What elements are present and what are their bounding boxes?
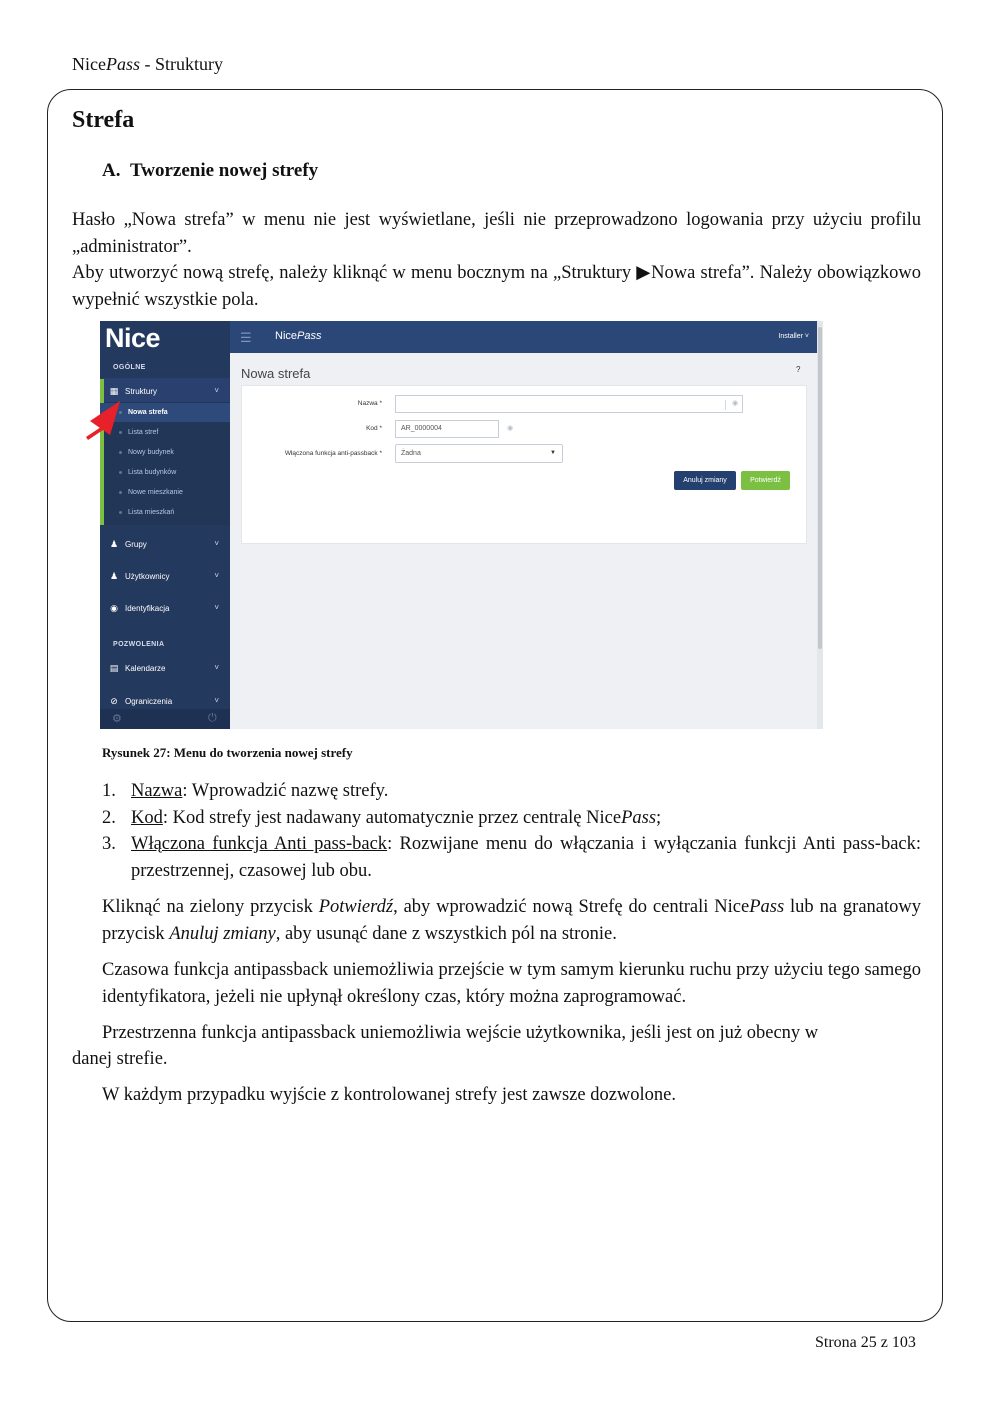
submenu-item-nowy-budynek[interactable]: [100, 443, 230, 462]
antipassback-select[interactable]: [395, 444, 563, 463]
time-antipassback-paragraph: Czasowa funkcja antipassback uniemożliwia przejście w tym samym kierunku ruchu przy użyciu tego samego identyfikatora, jeżeli nie upłynął określony czas, który można zaprogramować.: [102, 960, 921, 1007]
power-icon[interactable]: ⏻: [208, 712, 217, 724]
item-number: 1.: [102, 781, 116, 801]
brand-prefix: Nice: [275, 330, 298, 342]
field-divider: [725, 400, 726, 410]
user-menu[interactable]: Installer ˅: [778, 333, 809, 340]
item-number: 2.: [102, 807, 116, 828]
chevron-down-icon: ˅: [214, 571, 219, 580]
intro-paragraph-2: Aby utworzyć nową strefę, należy kliknąć w menu bocznym na „Struktury ▶Nowa strefa”. Należy obowiązkowo wypełnić wszystkie pola.: [72, 263, 921, 310]
page-number: Strona 25 z 103: [815, 1334, 916, 1351]
space-antipassback-line-2: danej strefie.: [72, 1049, 168, 1069]
submenu-label: Lista mieszkań: [128, 509, 175, 516]
scrollbar-thumb[interactable]: [818, 327, 822, 649]
page-title: Nowa strefa: [241, 366, 311, 381]
running-header: [72, 54, 223, 75]
submenu-item-lista-mieszkan[interactable]: [100, 503, 230, 522]
item-text: : Rozwijane menu do włączania i wyłączania funkcji Anti pass-back: przestrzennej, czasowej lub obu.: [131, 834, 922, 881]
sidebar-item-label: Identyfikacja: [125, 603, 170, 613]
app-screenshot: [100, 321, 823, 729]
space-antipassback-line-1: Przestrzenna funkcja antipassback uniemożliwia wejście użytkownika, jeśli jest on już obecny w: [102, 1023, 819, 1043]
nice-logo: Nice: [105, 323, 161, 353]
text-run-italic: Anuluj zmiany: [169, 923, 276, 944]
header-suffix: - Struktury: [140, 54, 223, 74]
eye-icon[interactable]: ◉: [507, 425, 514, 432]
chevron-down-icon: ˅: [214, 539, 219, 548]
subsection-heading: A. Tworzenie nowej strefy: [102, 160, 319, 181]
list-item: [102, 778, 921, 805]
chevron-down-icon: ˅: [214, 603, 219, 612]
code-label: Kod *: [366, 425, 382, 432]
item-italic: Pass: [621, 807, 657, 828]
submenu-label: Lista budynków: [128, 469, 177, 476]
sidebar-item-label: Struktury: [125, 386, 158, 396]
app-brand: [275, 330, 321, 342]
submenu-label: Nowe mieszkanie: [128, 489, 183, 496]
gear-icon[interactable]: ⚙: [112, 713, 122, 725]
text-run-italic: Pass: [749, 897, 785, 917]
submenu-item-nowe-mieszkanie[interactable]: [100, 483, 230, 502]
text-run: Kliknąć na zielony przycisk: [102, 897, 319, 917]
intro-paragraph-1: Hasło „Nowa strefa” w menu nie jest wyświetlane, jeśli nie przeprowadzono logowania przy użyciu profilu „administrator”.: [72, 210, 921, 257]
list-item: [102, 805, 921, 832]
bullet-icon: [119, 511, 122, 514]
chevron-down-icon: ˅: [214, 696, 219, 705]
sidebar-item-uzytkownicy[interactable]: [100, 563, 230, 589]
confirm-button[interactable]: Potwierdź: [741, 471, 790, 490]
id-badge-icon: ◉: [110, 603, 118, 613]
header-prefix: Nice: [72, 54, 106, 74]
sidebar-footer: [100, 709, 230, 729]
sidebar-item-grupy[interactable]: [100, 531, 230, 557]
antipassback-value: Żadna: [401, 450, 421, 457]
item-number: 3.: [102, 834, 116, 854]
name-field[interactable]: [395, 395, 743, 413]
section-heading: Strefa: [72, 107, 135, 133]
submenu-label: Lista stref: [128, 429, 159, 436]
eye-icon[interactable]: ◉: [732, 400, 739, 407]
grid-icon: ▦: [109, 386, 119, 396]
text-run: , aby wprowadzić nową Strefę do centrali Nice: [393, 897, 750, 917]
users-group-icon: ♟: [109, 539, 119, 549]
red-arrow-icon: [84, 401, 122, 441]
hamburger-menu-icon[interactable]: ☰: [240, 330, 252, 345]
bullet-icon: [119, 451, 122, 454]
brand-italic: Pass: [297, 330, 322, 342]
sidebar: [100, 321, 230, 729]
caret-down-icon: ▼: [550, 450, 556, 456]
item-text: : Wprowadzić nazwę strefy.: [182, 781, 389, 801]
item-term: Kod: [131, 807, 163, 828]
form-card: [241, 385, 807, 544]
section-label-general: OGÓLNE: [113, 364, 146, 371]
section-label-permissions: POZWOLENIA: [113, 641, 165, 648]
text-run-italic: Potwierdź: [318, 897, 394, 917]
exit-paragraph: W każdym przypadku wyjście z kontrolowanej strefy jest zawsze dozwolone.: [102, 1085, 676, 1105]
item-term: Nazwa: [131, 781, 183, 801]
sidebar-item-label: Ograniczenia: [125, 696, 173, 706]
chevron-down-icon: ˅: [214, 663, 219, 672]
restriction-icon: ⊘: [110, 696, 118, 706]
cancel-button[interactable]: Anuluj zmiany: [674, 471, 736, 490]
antipassback-label: Włączona funkcja anti-passback *: [284, 450, 382, 457]
name-label: Nazwa *: [357, 400, 382, 407]
header-italic: Pass: [105, 54, 140, 74]
user-icon: ♟: [109, 571, 119, 581]
sidebar-item-kalendarze[interactable]: [100, 655, 230, 681]
code-field[interactable]: AR_0000004: [395, 420, 499, 438]
chevron-down-icon: ˅: [214, 386, 219, 395]
text-run: , aby usunąć dane z wszystkich pól na stronie.: [275, 923, 617, 944]
top-bar: [230, 321, 823, 353]
sidebar-item-label: Kalendarze: [125, 663, 166, 673]
submenu-label: Nowy budynek: [128, 449, 174, 456]
list-item: [102, 831, 921, 884]
calendar-icon: ▤: [109, 663, 119, 673]
submenu-item-lista-budynkow[interactable]: [100, 463, 230, 482]
sidebar-item-label: Użytkownicy: [125, 571, 170, 581]
bullet-icon: [119, 471, 122, 474]
field-description-list: [102, 778, 921, 884]
item-after: ;: [656, 807, 662, 828]
sidebar-item-label: Grupy: [125, 539, 147, 549]
confirm-paragraph: [102, 894, 921, 947]
item-term: Włączona funkcja Anti pass-back: [131, 834, 388, 854]
item-text: : Kod strefy jest nadawany automatycznie przez centralę Nice: [162, 807, 622, 828]
figure-caption: Rysunek 27: Menu do tworzenia nowej strefy: [102, 745, 353, 760]
help-icon[interactable]: ?: [796, 365, 801, 374]
submenu-label: Nowa strefa: [128, 409, 168, 416]
text-run: lub na granatowy przycisk: [102, 897, 921, 944]
sidebar-item-identyfikacja[interactable]: [100, 595, 230, 621]
bullet-icon: [119, 491, 122, 494]
